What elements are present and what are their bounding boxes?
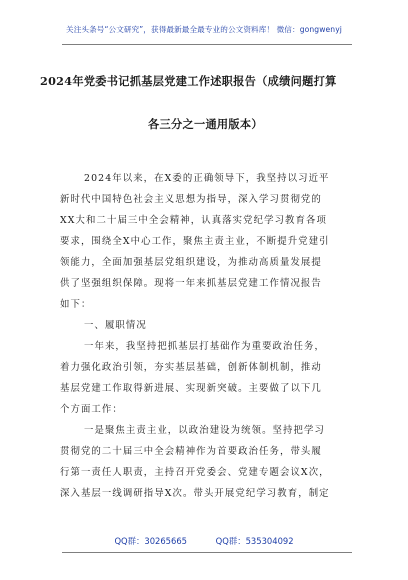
- paragraph-line: 贯彻党的二十届三中全会精神作为首要政治任务，带头履: [60, 446, 322, 457]
- header-divider: [62, 44, 352, 45]
- paragraph-line: 供了坚强组织保障。现将一年来抓基层党建工作情况报告: [60, 278, 322, 289]
- document-title-line-1: 2024年党委书记抓基层党建工作述职报告（成绩问题打算: [40, 74, 337, 88]
- paragraph-line: 领能力，全面加强基层党组织建设，为推动高质量发展提: [60, 257, 322, 268]
- paragraph-line: 一年来，我坚持把抓基层打基础作为重要政治任务，: [84, 341, 325, 352]
- footer-contacts: [0, 535, 408, 547]
- paragraph-line: 要求，围绕全X中心工作，聚焦主责主业，不断提升党建引: [60, 236, 330, 247]
- footer-qq-group-1: QQ群：30265665: [114, 536, 187, 546]
- paragraph-line: 个方面工作：: [60, 404, 123, 415]
- paragraph-line: 着力强化政治引领，夯实基层基础，创新体制机制，推动: [60, 362, 322, 373]
- paragraph-line: 深入基层一线调研指导X次。带头开展党纪学习教育，制定: [60, 488, 330, 499]
- footer-qq-group-2: QQ群：535304092: [215, 536, 294, 546]
- paragraph-line: 基层党建工作取得新进展、实现新突破。主要做了以下几: [60, 383, 322, 394]
- footer-divider: [62, 552, 352, 553]
- paragraph-line: 一是聚焦主责主业，以政治建设为统领。坚持把学习: [84, 425, 325, 436]
- paragraph-line: 2024年以来，在X委的正确领导下，我坚持以习近平: [84, 173, 330, 184]
- paragraph-line: 行第一责任人职责，主持召开党委会、党建专题会议X次，: [60, 467, 330, 478]
- header-banner: 关注头条号“公文研究”，获得最新最全最专业的公文资料库！ 微信：gongwenyj: [66, 25, 342, 34]
- document-title-line-2: 各三分之一通用版本）: [148, 117, 263, 131]
- section-heading: 一、履职情况: [84, 320, 147, 331]
- paragraph-line: 如下：: [60, 299, 92, 310]
- paragraph-line: 新时代中国特色社会主义思想为指导，深入学习贯彻党的: [60, 194, 322, 205]
- paragraph-line: XX大和二十届三中全会精神，认真落实党纪学习教育各项: [60, 215, 327, 226]
